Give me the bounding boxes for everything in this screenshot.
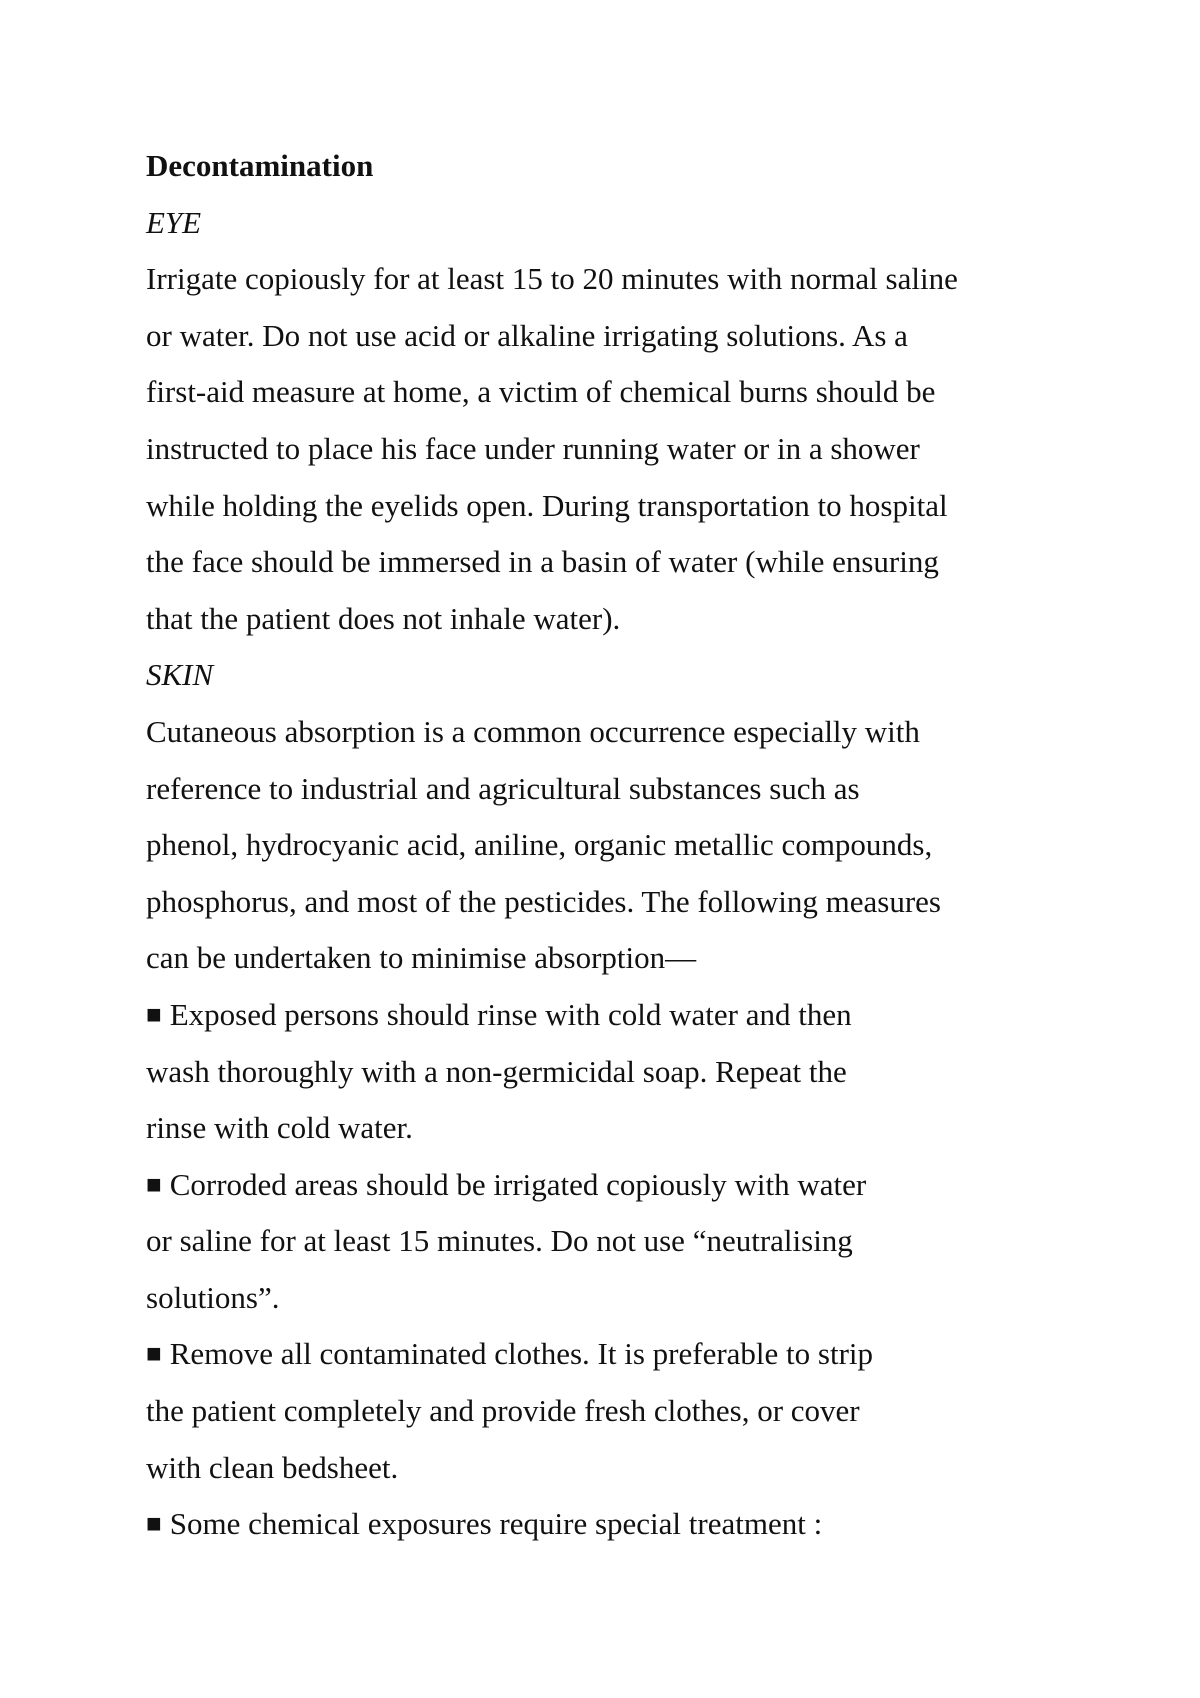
square-bullet-icon: ■	[146, 1509, 162, 1539]
bullet-item	[146, 987, 1076, 1157]
section-skin	[146, 647, 1076, 1553]
bullet-text: Remove all contaminated clothes. It is preferable to strip	[169, 1336, 874, 1372]
bullet-text: Exposed persons should rinse with cold water and then	[169, 996, 852, 1032]
bullet-continuation: rinse with cold water.	[146, 1110, 413, 1146]
bullet-item	[146, 1496, 1076, 1553]
square-bullet-icon: ■	[146, 1169, 162, 1199]
paragraph-line: that the patient does not inhale water).	[146, 600, 621, 636]
bullet-continuation: wash thoroughly with a non-germicidal soap. Repeat the	[146, 1053, 847, 1089]
bullet-continuation: or saline for at least 15 minutes. Do not use “neutralising	[146, 1223, 853, 1259]
section-heading-skin: SKIN	[146, 657, 214, 693]
bullet-item	[146, 1326, 1076, 1496]
paragraph-line: while holding the eyelids open. During transportation to hospital	[146, 487, 948, 523]
paragraph-line: reference to industrial and agricultural substances such as	[146, 770, 860, 806]
section-heading-eye: EYE	[146, 204, 202, 240]
document-page	[146, 138, 1076, 1553]
paragraph-line: Cutaneous absorption is a common occurrence especially with	[146, 713, 920, 749]
bullet-continuation: the patient completely and provide fresh clothes, or cover	[146, 1393, 860, 1429]
bullet-text: Some chemical exposures require special treatment :	[169, 1506, 823, 1542]
section-eye	[146, 195, 1076, 648]
bullet-item	[146, 1157, 1076, 1327]
bullet-text: Corroded areas should be irrigated copiously with water	[169, 1166, 867, 1202]
bullet-continuation: solutions”.	[146, 1279, 280, 1315]
paragraph-line: or water. Do not use acid or alkaline irrigating solutions. As a	[146, 317, 908, 353]
square-bullet-icon: ■	[146, 999, 162, 1029]
paragraph-line: instructed to place his face under running water or in a shower	[146, 430, 920, 466]
paragraph-line: first-aid measure at home, a victim of chemical burns should be	[146, 374, 936, 410]
paragraph-line: phosphorus, and most of the pesticides. The following measures	[146, 883, 941, 919]
paragraph-line: Irrigate copiously for at least 15 to 20 minutes with normal saline	[146, 261, 958, 297]
paragraph-line: can be undertaken to minimise absorption—	[146, 940, 697, 976]
square-bullet-icon: ■	[146, 1339, 162, 1369]
paragraph-line: the face should be immersed in a basin of water (while ensuring	[146, 544, 939, 580]
document-title: Decontamination	[146, 148, 374, 183]
paragraph-line: phenol, hydrocyanic acid, aniline, organic metallic compounds,	[146, 827, 933, 863]
bullet-continuation: with clean bedsheet.	[146, 1449, 399, 1485]
